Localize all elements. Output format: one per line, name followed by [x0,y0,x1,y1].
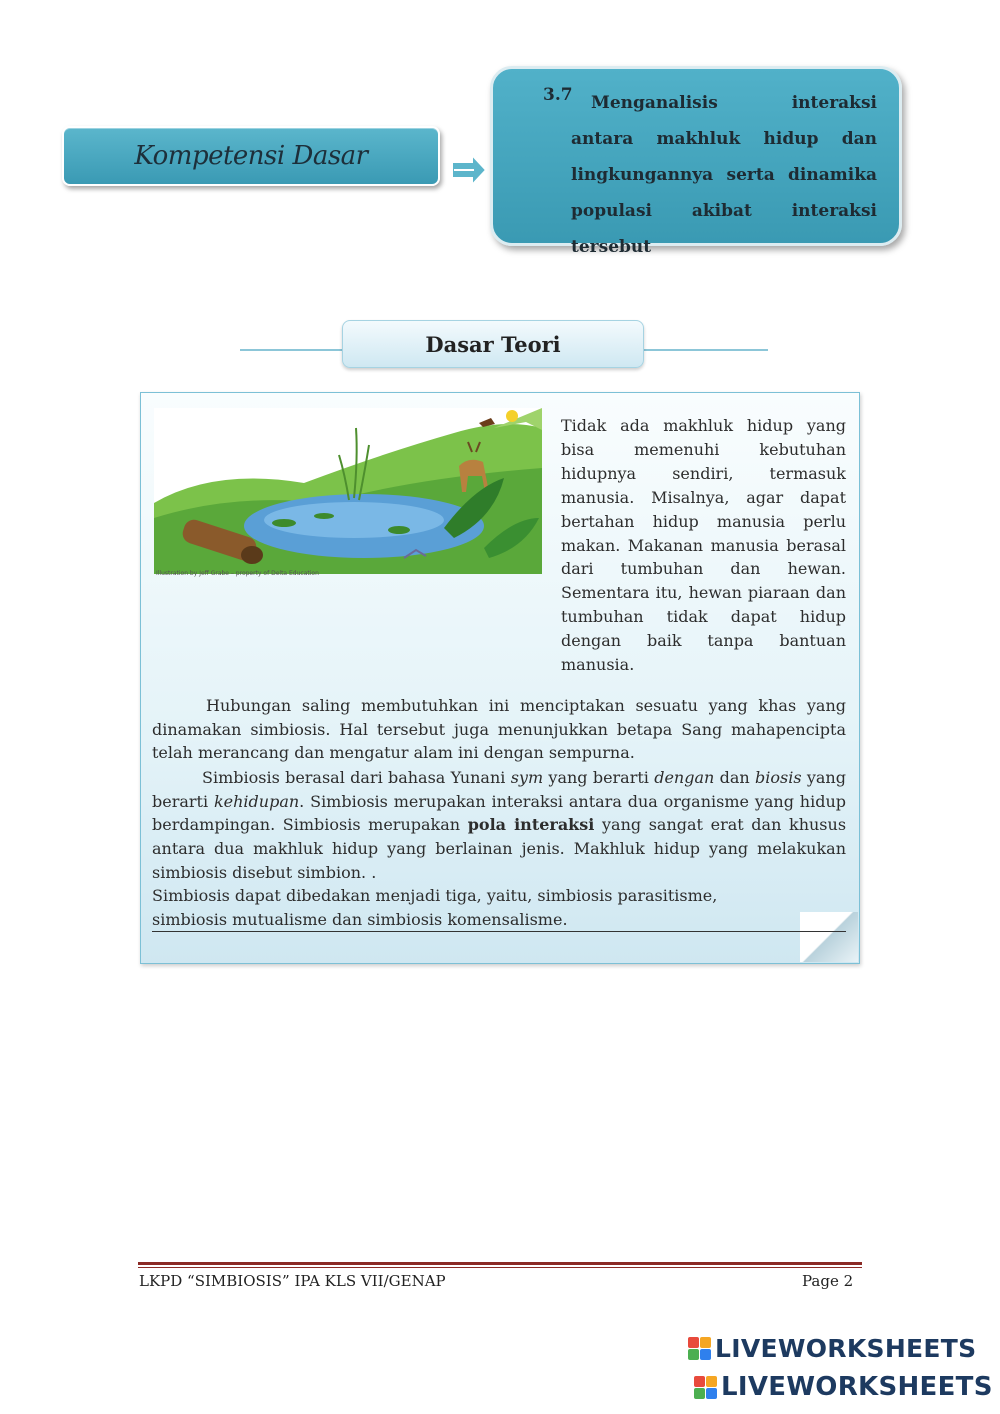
liveworksheets-watermark-2 [694,1372,993,1402]
heading-rule-left [240,349,344,351]
term-pola-interaksi: pola interaksi [467,815,595,835]
term-dengan: dengan [654,768,715,787]
liveworksheets-logo-icon [694,1376,717,1399]
kompetensi-dasar-label [62,126,440,186]
types-line-1: Simbiosis dapat dibedakan menjadi tiga, yaitu, simbiosis parasitisme, [152,886,718,905]
p2-text-f: yang sangat erat dan khusus antara dua makhluk hidup yang berlainan jenis. Makhluk hidup yang melakukan simbiosis disebut simbion. . [152,815,847,882]
intro-text: Tidak ada makhluk hidup yang bisa memenuhi kebutuhan hidupnya sendiri, termasuk manusia. Misalnya, agar dapat bertahan hidup manusia perlu makan. Makanan manusia berasal dari tumbuhan dan hewan. Sementara itu, hewan piaraan dan tumbuhan tidak dapat hidup dengan baik tanpa bantuan manusia. [561,416,846,675]
kompetensi-dasar-label-text: Kompetensi Dasar [134,141,368,171]
dasar-teori-heading [342,320,644,368]
paragraph-simbiosis-types [152,884,846,932]
dasar-teori-title: Dasar Teori [425,331,561,357]
types-line-2: simbiosis mutualisme dan simbiosis komensalisme. [152,908,846,933]
liveworksheets-watermark [688,1334,976,1363]
p2-text-a: Simbiosis berasal dari bahasa Yunani [202,768,506,787]
paragraph-simbiosis-intro: Hubungan saling membutuhkan ini menciptakan sesuatu yang khas yang dinamakan simbiosis. Hal tersebut juga menunjukkan betapa Sang mahapencipta telah merancang dan mengatur alam ini dengan sempurna. [152,696,846,763]
paragraph-simbiosis-definition [152,766,846,885]
footer-title: LKPD “SIMBIOSIS” IPA KLS VII/GENAP [139,1272,446,1290]
p2-text-d: yang berarti [152,768,846,811]
heading-rule-right [640,349,768,351]
p2-text-e: . Simbiosis merupakan interaksi antara dua organisme yang hidup berdampingan. Simbiosis merupakan [152,791,846,835]
liveworksheets-text: LIVEWORKSHEETS [715,1334,977,1363]
page-number: Page 2 [802,1272,854,1290]
p2-text-c: dan [719,768,750,787]
kompetensi-text: Menganalisis interaksi antara makhluk hidup dan lingkungannya serta dinamika populasi akibat interaksi tersebut [571,93,877,257]
footer-rule-thin [138,1267,862,1268]
image-caption: Illustration by Jeff Grabe – property of Delta Education [156,570,319,577]
term-kehidupan: kehidupan [213,791,300,811]
pond-ecosystem-image [154,408,542,574]
arrow-right-icon [450,152,488,188]
term-biosis: biosis [755,768,802,787]
footer-rule [138,1262,862,1265]
kompetensi-number: 3.7 [543,85,573,105]
p2-text-b: yang berarti [548,768,649,787]
term-sym: sym [510,768,544,787]
liveworksheets-logo-icon [688,1337,711,1360]
liveworksheets-text-2: LIVEWORKSHEETS [721,1372,993,1402]
kompetensi-dasar-box [490,66,902,257]
